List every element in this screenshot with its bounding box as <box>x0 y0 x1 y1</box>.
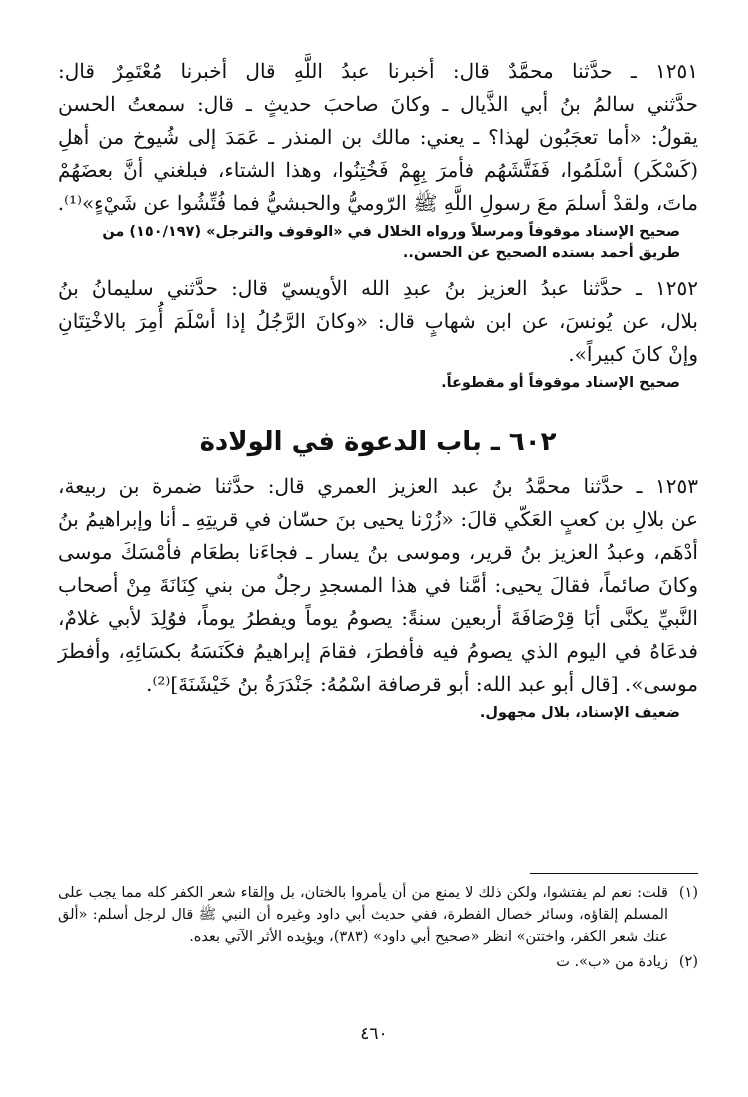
page-body <box>58 55 698 730</box>
hadith-text-line: وكانَ صائماً، فقالَ يحيى: أمَّنا في هذا المسجدِ رجلٌ من بني كِنَانَةَ مِنْ أصحاب <box>58 573 698 597</box>
footnotes <box>58 882 698 973</box>
hadith-text-line: بلال، عن يُونسَ، عن ابن شهابٍ قال: «وكانَ الرَّجُلُ إذا أسْلَمَ أُمِرَ بالاخْتِتَانِ <box>58 309 698 333</box>
footnote-separator <box>530 873 698 874</box>
grading-line: صحيح الإسناد موقوفاً ومرسلاً ورواه الخلال في «الوقوف والترجل» (١٥٠/١٩٧) من <box>102 224 680 240</box>
hadith-text-line: ١٢٥٣ ـ حدَّثنا محمَّدُ بنُ عبد العزيز العمري قال: حدَّثنا ضمرة بن ربيعة، <box>58 474 698 498</box>
footnote-item <box>58 882 698 948</box>
chapter-heading: ٦٠٢ ـ باب الدعوة في الولادة <box>199 427 557 457</box>
hadith-text-line: ١٢٥٢ ـ حدَّثنا عبدُ العزيز بنُ عبدِ الله الأويسيّ قال: حدَّثني سليمانُ بنُ <box>58 276 698 300</box>
hadith-text-line: النَّبيِّ يكنَّى أبَا قِرْصَافَةَ أربعين سنةً: يصومُ يوماً ويفطرُ يوماً، فوُلِدَ لأبي غلامٌ، <box>58 606 698 630</box>
hadith-text-line: (كَسْكَر) أسْلَمُوا، فَفَتَّشَهُم فأمرَ بِهِمْ فَخُتِنُوا، وهذا الشتاء، فبلغني أنَّ بعضَهُمْ <box>58 158 698 182</box>
hadith-1251 <box>58 55 698 264</box>
hadith-1253 <box>58 470 698 724</box>
footnote-text: قلت: نعم لم يفتشوا، ولكن ذلك لا يمنع من أن يأمروا بالختان، بل وإلقاء شعر الكفر كله مما يجب على المسلم إلقاؤه، وسائر خصال الفطرة، ففي حديث أبي داود وغيره أن النبي ﷺ قال لرجل أسلم: «ألق عنك شعر الكفر، واختتن» انظر «صحيح أبي داود» (٣٨٣)، ويؤيده الأثر الآتي بعده. <box>58 885 668 945</box>
hadith-grading <box>58 373 680 394</box>
hadith-text-line: عن بلالِ بن كعبٍ العَكّي قالَ: «زُرْنا يحيى بنَ حسّان في قريتِهِ ـ أنا وإبراهيمُ بنُ <box>58 507 698 531</box>
hadith-text-line: فدعَاهُ في اليوم الذي يصومُ فيه فأفطرَ، فقامَ إبراهيمُ فكَنَسَهُ بكسَائِهِ، وأفطرَ <box>58 639 698 663</box>
hadith-1252 <box>58 272 698 394</box>
hadith-grading <box>58 703 680 724</box>
hadith-grading <box>58 222 680 264</box>
hadith-text-line: يقولُ: «أما تعجَبُون لهذا؟ ـ يعني: مالك بن المنذر ـ عَمَدَ إلى شُيوخ من أهلِ <box>58 125 698 149</box>
footnote-number: (٢) <box>678 954 698 970</box>
page-number: ٤٦٠ <box>360 1024 388 1044</box>
hadith-text-line: ١٢٥١ ـ حدَّثنا محمَّدٌ قال: أخبرنا عبدُ اللَّهِ قال أخبرنا مُعْتَمِرٌ قال: <box>58 59 698 83</box>
footnote-item <box>58 951 698 973</box>
grading-line: ضعيف الإسناد، بلال مجهول. <box>479 705 680 721</box>
hadith-text-line: وإنْ كانَ كبيراً». <box>568 342 698 366</box>
hadith-text-line: حدَّثني سالمُ بنُ أبي الذَّيال ـ وكانَ صاحبَ حديثٍ ـ قال: سمعتُ الحسن <box>58 92 698 116</box>
footnote-number: (١) <box>678 885 698 901</box>
hadith-text-line: أدْهَم، وعبدُ العزيز بنُ قرير، وموسى بنُ يسار ـ فجاءَنا بطعَام فأمْسَكَ موسى <box>58 540 698 564</box>
footnote-text: زيادة من «ب». ت <box>556 954 668 970</box>
grading-line: طريق أحمد بسنده الصحيح عن الحسن.. <box>402 245 680 261</box>
hadith-text-line: ماتَ، ولقدْ أسلمَ معَ رسولِ اللَّهِ ﷺ الرّوميُّ والحبشيُّ فما فُتِّشُوا عن شَيْءٍ»⁽¹⁾. <box>57 191 698 215</box>
grading-line: صحيح الإسناد موقوفاً أو مقطوعاً. <box>441 375 680 391</box>
hadith-text-line: موسى». [قال أبو عبد الله: أبو قرصافة اسْمُهُ: جَنْدَرَةُ بنُ خَيْشَنَةَ]⁽²⁾. <box>146 672 698 696</box>
